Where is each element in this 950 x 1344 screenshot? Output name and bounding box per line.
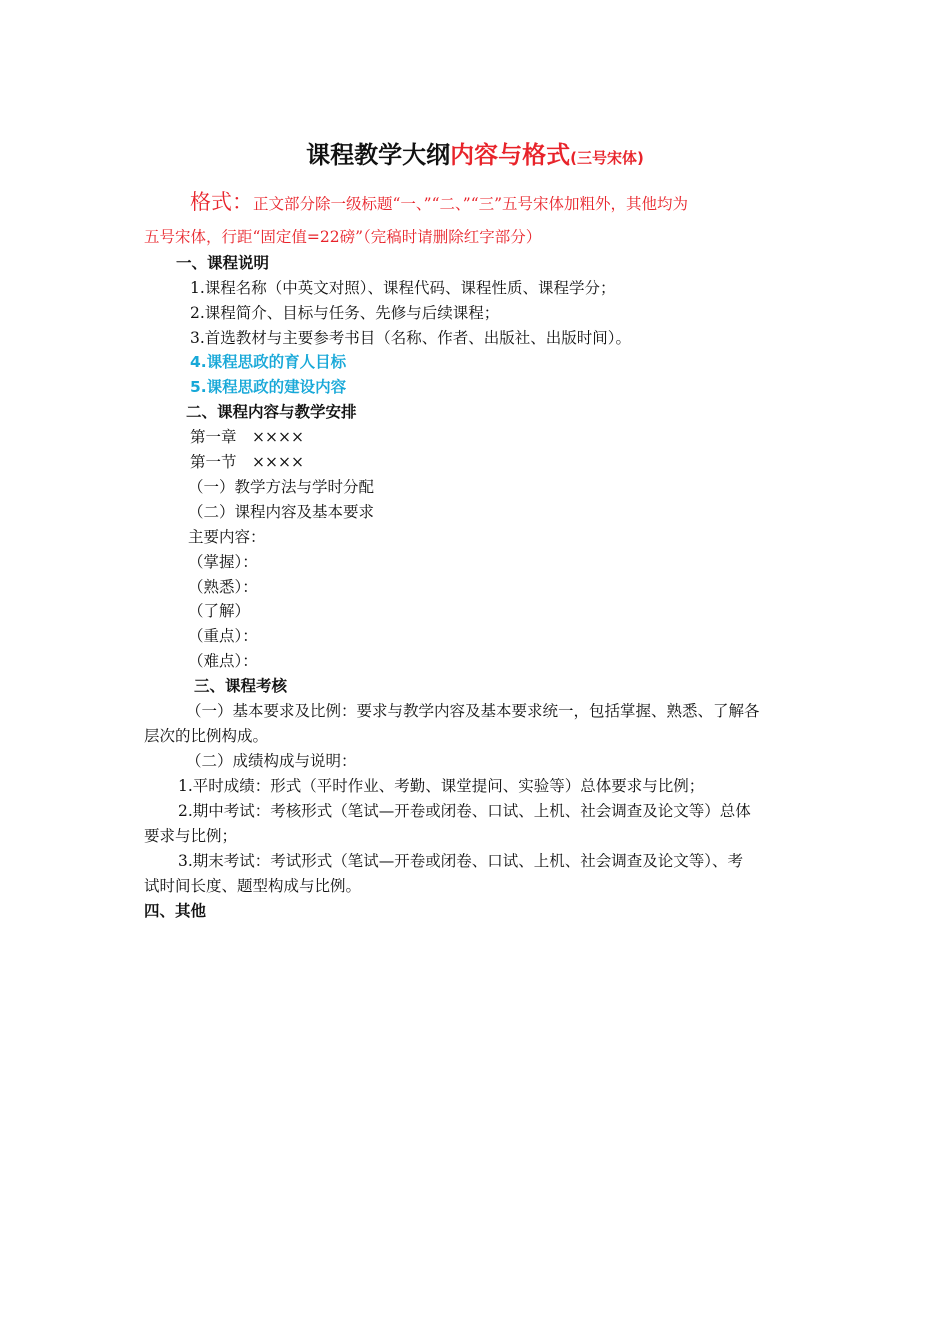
section3-item: 1.平时成绩：形式（平时作业、考勤、课堂提问、实验等）总体要求与比例； — [178, 777, 705, 795]
section1-blue-item: 4.课程思政的育人目标 — [190, 353, 347, 371]
page-title — [0, 139, 950, 174]
section2-line: （难点）： — [188, 652, 258, 670]
format-text-1: 正文部分除一级标题“一、”“二、”“三”五号宋体加粗外，其他均为 — [253, 195, 689, 213]
section4-heading: 四、其他 — [144, 902, 207, 920]
format-label: 格式： — [190, 190, 253, 214]
section1-item: 1.课程名称（中英文对照）、课程代码、课程性质、课程学分； — [190, 279, 616, 297]
section2-line: （掌握）： — [188, 553, 258, 571]
section3-item: 2.期中考试：考核形式（笔试—开卷或闭卷、口试、上机、社会调查及论文等）总体 — [178, 802, 751, 820]
section3-paragraph2: （二）成绩构成与说明： — [186, 752, 357, 770]
section2-line: （熟悉）： — [188, 578, 258, 596]
section3-item-cont: 要求与比例； — [144, 827, 238, 845]
section2-line: （了解） — [188, 602, 251, 620]
title-small-note: (三号宋体) — [570, 149, 644, 167]
format-note-line2: 五号宋体，行距“固定值=22磅”（完稿时请删除红字部分） — [144, 228, 542, 246]
section2-line: 主要内容： — [188, 528, 266, 546]
section1-item: 3.首选教材与主要参考书目（名称、作者、出版社、出版时间）。 — [190, 329, 632, 347]
section2-line: （一）教学方法与学时分配 — [188, 478, 375, 496]
section3-item: 3.期末考试：考试形式（笔试—开卷或闭卷、口试、上机、社会调查及论文等）、考 — [178, 852, 744, 870]
section3-heading: 三、课程考核 — [194, 677, 288, 695]
section3-paragraph1-cont: 层次的比例构成。 — [144, 727, 269, 745]
title-black: 课程教学大纲 — [306, 141, 451, 169]
section3-item-cont: 试时间长度、题型构成与比例。 — [144, 877, 362, 895]
section1-heading: 一、课程说明 — [176, 254, 270, 272]
section2-line: （重点）： — [188, 627, 258, 645]
section1-item: 2.课程简介、目标与任务、先修与后续课程； — [190, 304, 500, 322]
section2-line: 第一节 ×××× — [190, 453, 304, 471]
section2-heading: 二、课程内容与教学安排 — [186, 403, 357, 421]
title-red: 内容与格式 — [450, 141, 571, 169]
section2-line: （二）课程内容及基本要求 — [188, 503, 375, 521]
section2-line: 第一章 ×××× — [190, 428, 304, 446]
section1-blue-item: 5.课程思政的建设内容 — [190, 378, 347, 396]
format-note-line1 — [190, 190, 688, 216]
section3-paragraph1: （一）基本要求及比例：要求与教学内容及基本要求统一，包括掌握、熟悉、了解各 — [186, 702, 760, 720]
